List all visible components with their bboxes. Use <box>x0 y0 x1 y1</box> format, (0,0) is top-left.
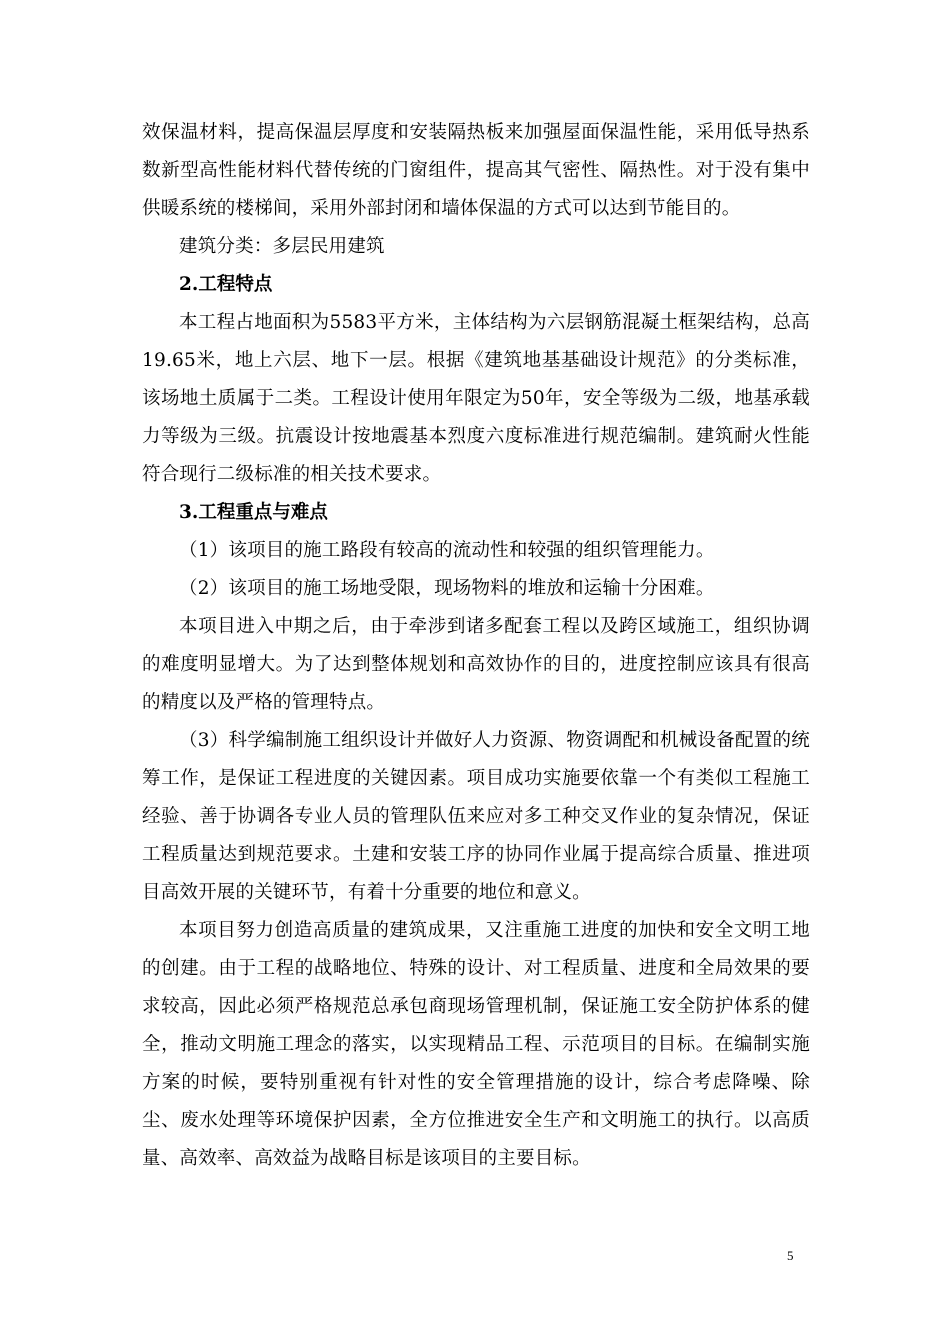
paragraph-quality-goals: 本项目努力创造高质量的建筑成果，又注重施工进度的加快和安全文明工地的创建。由于工程的战略地位、特殊的设计、对工程质量、进度和全局效果的要求较高，因此必须严格规范总承包商现场管理机制，保证施工安全防护体系的健全，推动文明施工理念的落实，以实现精品工程、示范项目的目标。在编制实施方案的时候，要特别重视有针对性的安全管理措施的设计，综合考虑降噪、除尘、废水处理等环境保护因素，全方位推进安全生产和文明施工的执行。以高质量、高效率、高效益为战略目标是该项目的主要目标。 <box>142 920 810 1169</box>
paragraph-item-1: （1）该项目的施工路段有较高的流动性和较强的组织管理能力。 <box>179 540 715 561</box>
section-heading-key-difficulties: 3.工程重点与难点 <box>179 502 328 523</box>
paragraph-project-features: 本工程占地面积为5583平方米，主体结构为六层钢筋混凝土框架结构，总高19.65米，地上六层、地下一层。根据《建筑地基基础设计规范》的分类标准，该场地土质属于二类。工程设计使用年限定为50年，安全等级为二级，地基承载力等级为三级。抗震设计按地震基本烈度六度标准进行规范编制。建筑耐火性能符合现行二级标准的相关技术要求。 <box>142 312 810 485</box>
document-body <box>142 114 810 1178</box>
paragraph-item-2: （2）该项目的施工场地受限，现场物料的堆放和运输十分困难。 <box>179 578 715 599</box>
page-number: 5 <box>787 1248 794 1263</box>
paragraph-mid-phase: 本项目进入中期之后，由于牵涉到诸多配套工程以及跨区域施工，组织协调的难度明显增大。为了达到整体规划和高效协作的目的，进度控制应该具有很高的精度以及严格的管理特点。 <box>142 616 810 713</box>
paragraph-item-3: （3）科学编制施工组织设计并做好人力资源、物资调配和机械设备配置的统筹工作，是保证工程进度的关键因素。项目成功实施要依靠一个有类似工程施工经验、善于协调各专业人员的管理队伍来应对多工种交叉作业的复杂情况，保证工程质量达到规范要求。土建和安装工序的协同作业属于提高综合质量、推进项目高效开展的关键环节，有着十分重要的地位和意义。 <box>142 730 810 903</box>
paragraph-building-category: 建筑分类：多层民用建筑 <box>179 236 385 257</box>
section-heading-features: 2.工程特点 <box>179 274 273 295</box>
paragraph-insulation: 效保温材料，提高保温层厚度和安装隔热板来加强屋面保温性能，采用低导热系数新型高性能材料代替传统的门窗组件，提高其气密性、隔热性。对于没有集中供暖系统的楼梯间，采用外部封闭和墙体保温的方式可以达到节能目的。 <box>142 122 810 219</box>
